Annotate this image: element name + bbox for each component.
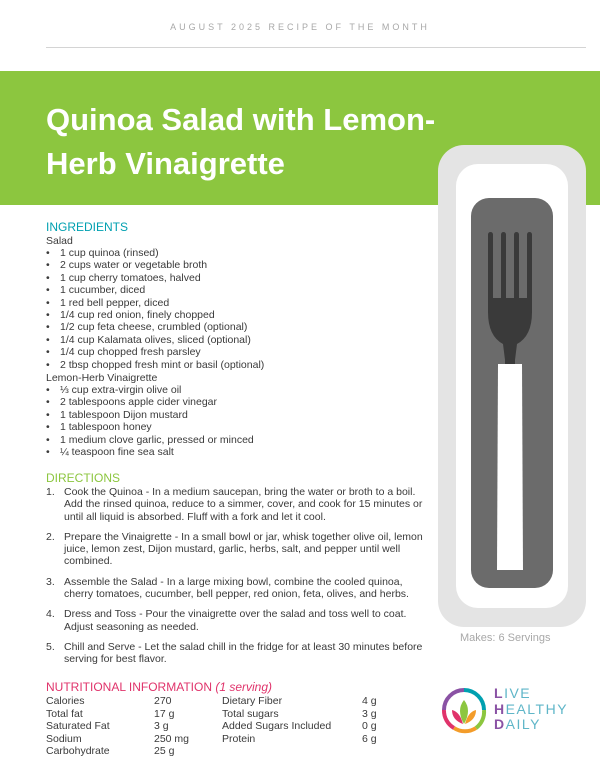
table-row bbox=[46, 695, 396, 708]
step-number: 4. bbox=[46, 608, 55, 621]
table-row bbox=[46, 720, 396, 733]
nutrient-value: 6 g bbox=[362, 732, 377, 745]
live-healthy-daily-logo-icon bbox=[438, 686, 490, 734]
list-item: • 1 red bell pepper, diced bbox=[46, 297, 264, 309]
step-text: Chill and Serve - Let the salad chill in the fridge for at least 30 minutes before serving for best flavor. bbox=[64, 640, 423, 666]
direction-step bbox=[46, 576, 431, 601]
list-item: • ⅓ cup extra-virgin olive oil bbox=[46, 384, 254, 396]
step-number: 1. bbox=[46, 486, 55, 498]
nutrient-value: 25 g bbox=[154, 745, 175, 758]
header-divider bbox=[46, 47, 586, 48]
direction-step bbox=[46, 531, 431, 568]
list-item: • 2 tablespoons apple cider vinegar bbox=[46, 396, 254, 408]
direction-step bbox=[46, 608, 431, 633]
logo-wordmark bbox=[494, 686, 568, 733]
list-item: • 1 cup cherry tomatoes, halved bbox=[46, 272, 264, 284]
logo-line-1 bbox=[494, 686, 568, 702]
nutrient-value: 3 g bbox=[154, 720, 169, 733]
salad-subheading: Salad bbox=[46, 235, 73, 247]
title-line-2: Herb Vinaigrette bbox=[46, 146, 285, 181]
step-text: Prepare the Vinaigrette - In a small bowl or jar, whisk together olive oil, lemon juice, lemon zest, Dijon mustard, garlic, herbs, salt, and pepper until well combined. bbox=[64, 530, 423, 568]
logo-word: AILY bbox=[505, 716, 541, 732]
vinaigrette-ingredient-list bbox=[46, 384, 254, 458]
step-number: 3. bbox=[46, 575, 55, 588]
nutrient-value: 0 g bbox=[362, 720, 377, 733]
step-text: Dress and Toss - Pour the vinaigrette over the salad and toss well to coat. Adjust seasoning as needed. bbox=[64, 608, 407, 633]
directions-heading: DIRECTIONS bbox=[46, 471, 121, 485]
step-number: 5. bbox=[46, 640, 55, 653]
serving-size: (1 serving) bbox=[215, 680, 273, 694]
nutrient-value: 250 mg bbox=[154, 732, 190, 745]
list-item: • 1/4 cup chopped fresh parsley bbox=[46, 346, 264, 358]
list-item: • 2 tbsp chopped fresh mint or basil (optional) bbox=[46, 359, 264, 371]
table-row bbox=[46, 708, 396, 721]
nutrient-name: Total fat bbox=[46, 707, 83, 720]
list-item: • 1/4 cup Kalamata olives, sliced (optional) bbox=[46, 334, 264, 346]
title-line-1: Quinoa Salad with Lemon- bbox=[46, 102, 436, 137]
page-header-label: AUGUST 2025 RECIPE OF THE MONTH bbox=[170, 22, 430, 32]
nutrient-value bbox=[362, 745, 396, 758]
nutrition-table bbox=[46, 695, 396, 758]
nutrition-heading bbox=[46, 680, 272, 694]
list-item: • 1 tablespoon honey bbox=[46, 421, 254, 433]
fork-icon bbox=[481, 232, 543, 577]
step-text: Assemble the Salad - In a large mixing bowl, combine the cooled quinoa, cherry tomatoes, cucumber, bell pepper, red onion, feta, olives, and herbs. bbox=[64, 575, 409, 601]
nutrient-name: Calories bbox=[46, 695, 85, 707]
list-item: • 1 cucumber, diced bbox=[46, 284, 264, 296]
list-item: • 1/2 cup feta cheese, crumbled (optional) bbox=[46, 321, 264, 333]
logo-letter: L bbox=[494, 685, 505, 701]
servings-note: Makes: 6 Servings bbox=[460, 632, 551, 644]
nutrient-name: Added Sugars Included bbox=[222, 720, 332, 733]
directions-list bbox=[46, 486, 431, 674]
logo-line-2 bbox=[494, 702, 568, 718]
table-row bbox=[46, 745, 396, 758]
logo-word: IVE bbox=[504, 685, 532, 701]
list-item: • 2 cups water or vegetable broth bbox=[46, 259, 264, 271]
nutrient-value: 3 g bbox=[362, 707, 377, 720]
nutrient-name: Carbohydrate bbox=[46, 745, 110, 758]
nutrient-name: Protein bbox=[222, 732, 256, 745]
direction-step bbox=[46, 486, 431, 523]
list-item: • ¼ teaspoon fine sea salt bbox=[46, 446, 254, 458]
list-item: • 1 tablespoon Dijon mustard bbox=[46, 409, 254, 421]
list-item: • 1 medium clove garlic, pressed or minced bbox=[46, 434, 254, 446]
nutrient-name: Saturated Fat bbox=[46, 720, 110, 733]
nutrient-name bbox=[222, 745, 362, 758]
nutrient-name: Dietary Fiber bbox=[222, 695, 283, 707]
logo-line-3 bbox=[494, 717, 568, 733]
salad-ingredient-list bbox=[46, 247, 264, 371]
step-text: Cook the Quinoa - In a medium saucepan, bring the water or broth to a boil. Add the rinsed quinoa, reduce to a simmer, cover, and cook for 15 minutes or until all liquid is absorbed. Fluff with a fork and let it cool. bbox=[64, 486, 423, 523]
nutrient-name: Total sugars bbox=[222, 707, 279, 720]
nutrient-name: Sodium bbox=[46, 732, 82, 745]
list-item: • 1/4 cup red onion, finely chopped bbox=[46, 309, 264, 321]
nutrient-value: 17 g bbox=[154, 707, 175, 720]
logo-letter: H bbox=[494, 700, 506, 717]
logo-letter: D bbox=[494, 716, 506, 732]
nutrient-value: 4 g bbox=[362, 695, 377, 707]
step-number: 2. bbox=[46, 530, 55, 543]
ingredients-heading: INGREDIENTS bbox=[46, 220, 129, 234]
table-row bbox=[46, 733, 396, 746]
nutrient-value: 270 bbox=[154, 695, 172, 707]
direction-step bbox=[46, 641, 431, 666]
logo-word: EALTHY bbox=[505, 700, 569, 717]
nutrition-heading-text: NUTRITIONAL INFORMATION bbox=[46, 680, 212, 694]
list-item: • 1 cup quinoa (rinsed) bbox=[46, 247, 264, 259]
vinaigrette-subheading: Lemon-Herb Vinaigrette bbox=[46, 372, 158, 384]
